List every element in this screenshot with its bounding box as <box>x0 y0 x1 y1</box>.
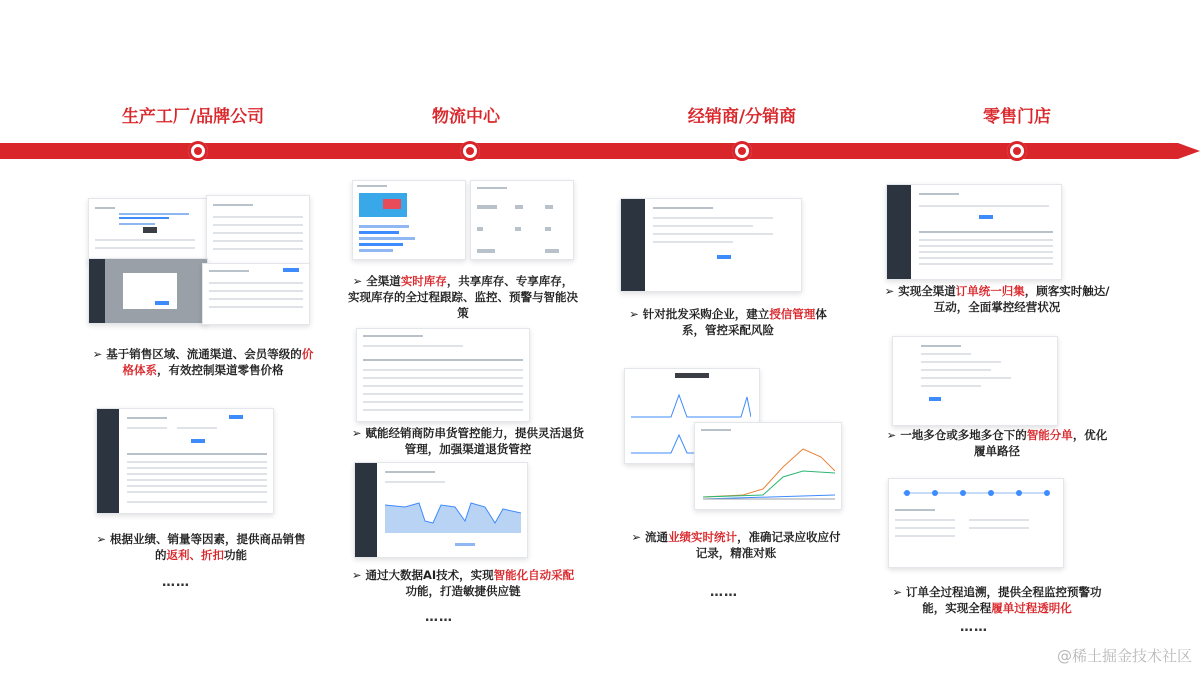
screenshot-returns <box>356 328 530 422</box>
ellipsis-col1: …… <box>162 575 190 590</box>
stage-title-retail: 零售门店 <box>983 107 1051 127</box>
caption-credit: ➢ 针对批发采购企业，建立授信管理体系，管控采配风险 <box>629 307 827 337</box>
caption-rebate: ➢ 根据业绩、销量等因素，提供商品销售的返利、折扣功能 <box>96 532 306 562</box>
timeline-node-logistics <box>460 141 480 161</box>
ellipsis-col3: …… <box>710 585 738 600</box>
caption-returns: ➢ 赋能经销商防串货管控能力，提供灵活退货管理，加强渠道退货管控 <box>351 426 585 456</box>
screenshot-price-table <box>206 195 310 265</box>
caption-smart-split: ➢ 一地多仓或多地多仓下的智能分单，优化履单路径 <box>886 428 1108 458</box>
screenshot-ai-replenishment <box>354 462 528 558</box>
screenshot-price-chart <box>88 198 208 264</box>
screenshot-credit <box>620 198 802 292</box>
ellipsis-col4: …… <box>960 620 988 635</box>
ellipsis-col2: …… <box>425 610 453 625</box>
screenshot-orders <box>886 184 1062 280</box>
timeline-node-distributor <box>732 141 752 161</box>
screenshot-split-order <box>892 336 1058 426</box>
timeline-node-factory <box>188 141 208 161</box>
caption-price-system: ➢ 基于销售区域、流通渠道、会员等级的价格体系，有效控制渠道零售价格 <box>92 347 314 377</box>
caption-order-trace: ➢ 订单全过程追溯，提供全程监控预警功能，实现全程履单过程透明化 <box>892 585 1102 615</box>
timeline-node-retail <box>1007 141 1027 161</box>
caption-order-aggregation: ➢ 实现全渠道订单统一归集，顾客实时触达/互动，全面掌控经营状况 <box>884 284 1110 314</box>
screenshot-inventory-stats <box>470 180 574 260</box>
stage-title-distributor: 经销商/分销商 <box>687 107 797 127</box>
screenshot-order-trace <box>888 478 1064 568</box>
screenshot-rebate <box>96 408 274 514</box>
caption-sales-stats: ➢ 流通业绩实时统计，准确记录应收应付记录，精准对账 <box>631 530 841 560</box>
stage-title-logistics: 物流中心 <box>432 107 500 127</box>
screenshot-price-dialog <box>88 258 208 324</box>
caption-realtime-inventory: ➢ 全渠道实时库存，共享库存、专享库存，实现库存的全过程跟踪、监控、预警与智能决策 <box>348 274 578 320</box>
screenshot-inventory-left <box>352 180 466 260</box>
screenshot-price-list <box>202 263 310 325</box>
caption-ai-replenishment: ➢ 通过大数据AI技术，实现智能化自动采配功能，打造敏捷供应链 <box>351 568 575 598</box>
stage-title-factory: 生产工厂/品牌公司 <box>121 107 265 127</box>
watermark: @稀土掘金技术社区 <box>1056 647 1192 665</box>
screenshot-stats-right <box>694 422 842 510</box>
